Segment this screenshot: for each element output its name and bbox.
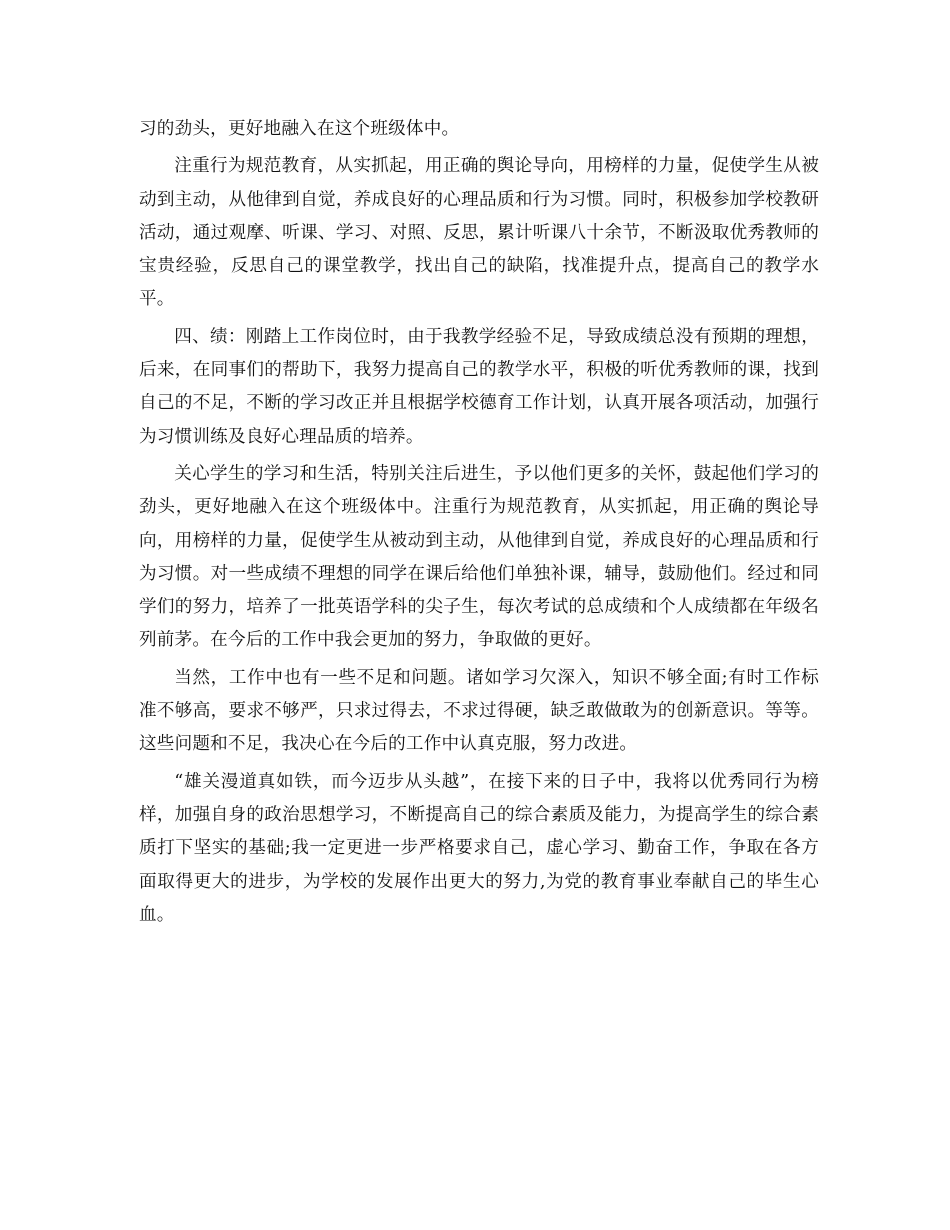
document-body bbox=[139, 113, 819, 932]
paragraph-continuation: 习的劲头，更好地融入在这个班级体中。 bbox=[139, 119, 460, 139]
paragraph-shortcomings: 当然，工作中也有一些不足和问题。诸如学习欠深入，知识不够全面;有时工作标准不够高，要求不够严，只求过得去，不求过得硬，缺乏敢做敢为的创新意识。等等。这些问题和不足，我决心在今后的工作中认真克服，努力改进。 bbox=[139, 667, 819, 755]
paragraph-conclusion: “雄关漫道真如铁，而今迈步从头越”，在接下来的日子中，我将以优秀同行为榜样，加强自身的政治思想学习，不断提高自己的综合素质及能力，为提高学生的综合素质打下坚实的基础;我一定更进一步严格要求自己，虚心学习、勤奋工作，争取在各方面取得更大的进步，为学校的发展作出更大的努力,为党的教育事业奉献自己的毕生心血。 bbox=[139, 771, 819, 925]
paragraph-achievements: 四、绩：刚踏上工作岗位时，由于我教学经验不足，导致成绩总没有预期的理想，后来，在同事们的帮助下，我努力提高自己的教学水平，积极的听优秀教师的课，找到自己的不足，不断的学习改正并且根据学校德育工作计划，认真开展各项活动，加强行为习惯训练及良好心理品质的培养。 bbox=[139, 326, 819, 447]
paragraph-behavior-norms: 注重行为规范教育，从实抓起，用正确的舆论导向，用榜样的力量，促使学生从被动到主动，从他律到自觉，养成良好的心理品质和行为习惯。同时，积极参加学校教研活动，通过观摩、听课、学习、对照、反思，累计听课八十余节，不断汲取优秀教师的宝贵经验，反思自己的课堂教学，找出自己的缺陷，找准提升点，提高自己的教学水平。 bbox=[139, 156, 819, 310]
paragraph-student-care: 关心学生的学习和生活，特别关注后进生，予以他们更多的关怀，鼓起他们学习的劲头，更好地融入在这个班级体中。注重行为规范教育，从实抓起，用正确的舆论导向，用榜样的力量，促使学生从被动到主动，从他律到自觉，养成良好的心理品质和行为习惯。对一些成绩不理想的同学在课后给他们单独补课，辅导，鼓励他们。经过和同学们的努力，培养了一批英语学科的尖子生，每次考试的总成绩和个人成绩都在年级名列前茅。在今后的工作中我会更加的努力，争取做的更好。 bbox=[139, 463, 819, 651]
